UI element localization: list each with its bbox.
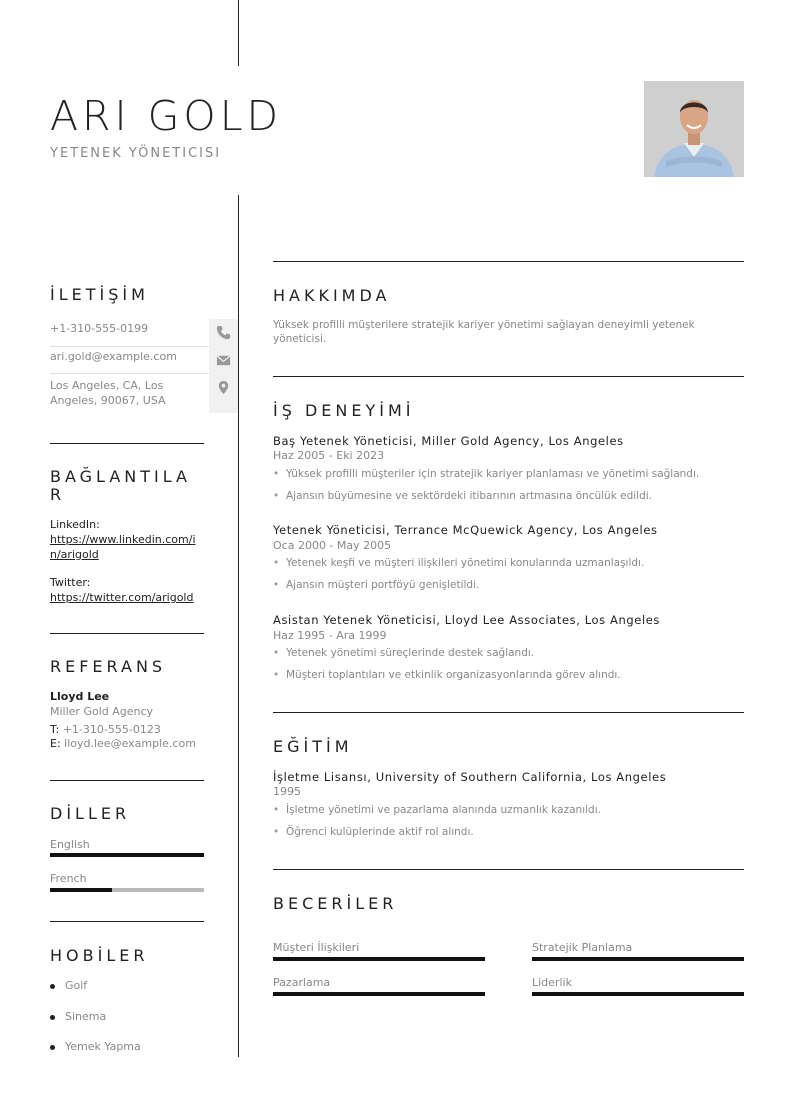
left-divider: [50, 443, 204, 444]
contact-address: Los Angeles, CA, Los Angeles, 90067, USA: [50, 379, 166, 407]
right-divider: [273, 869, 744, 870]
skill-level-fill: [532, 992, 744, 996]
reference-company: Miller Gold Agency: [50, 705, 154, 718]
hobbies-heading: HOBİLER: [50, 946, 149, 965]
candidate-title: YETENEK YÖNETICISI: [50, 146, 222, 161]
job-bullet: • Yetenek keşfi ve müşteri ilişkileri yönetimi konularında uzmanlaşıldı.: [273, 557, 645, 569]
bullet-dot-icon: [50, 984, 55, 989]
candidate-name: ARI GOLD: [50, 92, 283, 140]
job-bullet: • Yüksek profilli müşteriler için stratejik kariyer planlaması ve yönetimi sağlandı.: [273, 468, 700, 480]
education-bullet: • Öğrenci kulüplerinde aktif rol alındı.: [273, 826, 474, 838]
skill-level-fill: [273, 992, 485, 996]
education-heading: EĞİTİM: [273, 737, 353, 756]
skill-level-fill: [273, 957, 485, 961]
language-level-fill: [50, 853, 204, 857]
languages-heading: DİLLER: [50, 804, 131, 823]
bullet-icon: •: [273, 557, 280, 569]
job-title: Yetenek Yöneticisi, Terrance McQuewick Agency, Los Angeles: [273, 523, 658, 537]
links-heading: BAĞLANTILA R: [50, 467, 191, 504]
job-date: Haz 2005 - Eki 2023: [273, 449, 385, 462]
right-divider: [273, 376, 744, 377]
language-level-bar: [50, 853, 204, 857]
top-divider-line: [238, 0, 239, 66]
contact-heading: İLETİŞİM: [50, 285, 149, 304]
bullet-icon: •: [273, 468, 280, 480]
reference-email-label: E:: [50, 737, 61, 750]
left-divider: [50, 633, 204, 634]
language-level-bar: [50, 888, 204, 892]
reference-email: [50, 737, 196, 750]
right-divider: [273, 712, 744, 713]
right-divider: [273, 261, 744, 262]
bullet-icon: •: [273, 826, 280, 838]
job-title: Baş Yetenek Yöneticisi, Miller Gold Agency, Los Angeles: [273, 434, 624, 448]
skill-level-bar: [273, 992, 485, 996]
reference-email-value: lloyd.lee@example.com: [64, 737, 196, 750]
bullet-icon: •: [273, 490, 280, 502]
twitter-link[interactable]: https://twitter.com/arigold: [50, 591, 194, 604]
contact-icon-strip: [209, 319, 238, 413]
skill-name: Stratejik Planlama: [532, 941, 633, 954]
skill-level-bar: [273, 957, 485, 961]
hobby-item: Yemek Yapma: [50, 1040, 141, 1053]
language-level-fill: [50, 888, 112, 892]
reference-phone-label: T:: [50, 723, 60, 736]
references-heading: REFERANS: [50, 657, 167, 676]
job-bullet: • Ajansın büyümesine ve sektördeki itibarının artmasına öncülük edildi.: [273, 490, 653, 502]
contact-email: ari.gold@example.com: [50, 350, 209, 374]
job-bullet: • Ajansın müşteri portföyü genişletildi.: [273, 579, 480, 591]
reference-phone: [50, 723, 161, 736]
education-date: 1995: [273, 785, 301, 798]
bullet-dot-icon: [50, 1045, 55, 1050]
twitter-label: Twitter:: [50, 576, 91, 589]
skill-level-bar: [532, 992, 744, 996]
skill-name: Müşteri İlişkileri: [273, 941, 360, 954]
linkedin-label: LinkedIn:: [50, 518, 100, 531]
reference-name: Lloyd Lee: [50, 690, 110, 703]
bullet-icon: •: [273, 804, 280, 816]
envelope-icon: [216, 353, 231, 368]
education-title: İşletme Lisansı, University of Southern California, Los Angeles: [273, 770, 667, 784]
experience-heading: İŞ DENEYİMİ: [273, 401, 415, 420]
contact-phone: +1-310-555-0199: [50, 322, 209, 347]
skill-name: Liderlik: [532, 976, 572, 989]
skill-level-bar: [532, 957, 744, 961]
job-date: Haz 1995 - Ara 1999: [273, 629, 387, 642]
language-name: English: [50, 838, 90, 851]
linkedin-link[interactable]: https://www.linkedin.com/in/arigold: [50, 533, 196, 561]
language-name: French: [50, 872, 87, 885]
job-bullet: • Yetenek yönetimi süreçlerinde destek sağlandı.: [273, 647, 535, 659]
reference-phone-value: +1-310-555-0123: [62, 723, 161, 736]
education-bullet: • İşletme yönetimi ve pazarlama alanında uzmanlık kazanıldı.: [273, 804, 601, 816]
about-text: Yüksek profilli müşterilere stratejik kariyer yönetimi sağlayan deneyimli yetenek yöneticisi.: [273, 319, 695, 345]
job-date: Oca 2000 - May 2005: [273, 539, 392, 552]
hobby-item: Golf: [50, 979, 87, 992]
bullet-dot-icon: [50, 1015, 55, 1020]
job-title: Asistan Yetenek Yöneticisi, Lloyd Lee Associates, Los Angeles: [273, 613, 661, 627]
phone-icon: [216, 325, 231, 340]
bullet-icon: •: [273, 647, 280, 659]
profile-photo: [644, 81, 744, 177]
skill-level-fill: [532, 957, 744, 961]
skill-name: Pazarlama: [273, 976, 331, 989]
column-divider-line: [238, 195, 239, 1057]
left-divider: [50, 780, 204, 781]
location-pin-icon: [216, 380, 231, 395]
hobby-item: Sinema: [50, 1010, 106, 1023]
job-bullet: • Müşteri toplantıları ve etkinlik organizasyonlarında görev alındı.: [273, 669, 621, 681]
about-heading: HAKKIMDA: [273, 286, 391, 305]
bullet-icon: •: [273, 669, 280, 681]
bullet-icon: •: [273, 579, 280, 591]
skills-heading: BECERİLER: [273, 894, 398, 913]
left-divider: [50, 921, 204, 922]
